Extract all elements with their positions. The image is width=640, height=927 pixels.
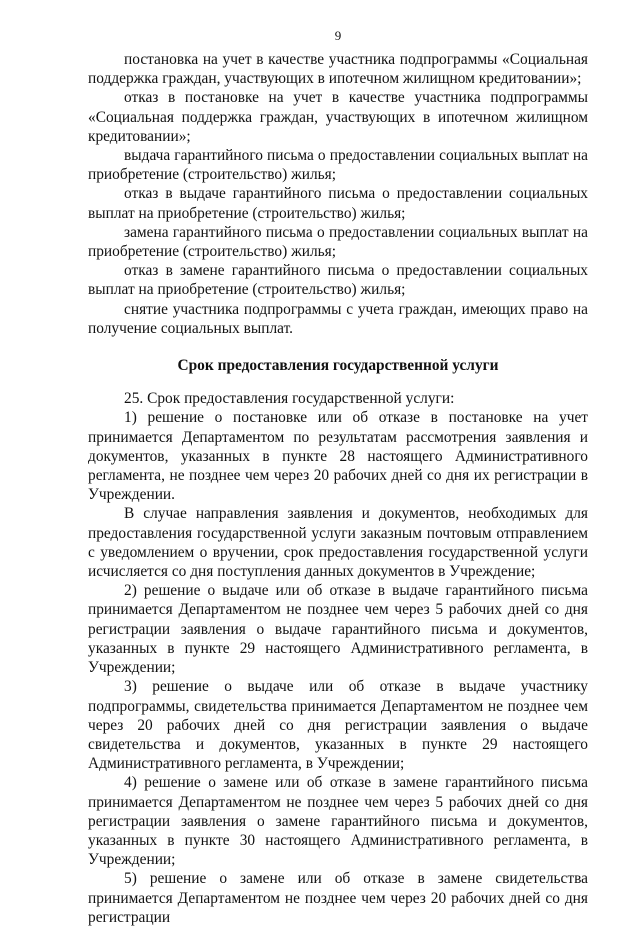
list-item: постановка на учет в качестве участника подпрограммы «Социальная поддержка граждан, участвующих в ипотечном жилищном кредитовании»; xyxy=(88,51,588,88)
paragraph: 25. Срок предоставления государственной услуги: xyxy=(124,390,455,408)
paragraph: 1) решение о постановке или об отказе в постановке на учет принимается Департаментом по результатам рассмотрения заявления и документов, указанных в пункте 28 настоящего Административного регламента, не позднее чем через 20 рабочих дней со дня их регистрации в Учреждении. xyxy=(88,409,588,504)
section-heading: Срок предоставления государственной услуги xyxy=(177,357,499,375)
paragraph: 3) решение о выдаче или об отказе в выдаче участнику подпрограммы, свидетельства принимается Департаментом не позднее чем через 20 рабочих дней со дня регистрации заявления о выдаче свидетельства и документов, указанных в пункте 29 настоящего Административного регламента, в Учреждении; xyxy=(88,678,588,773)
document-body xyxy=(88,50,588,927)
list-item: выдача гарантийного письма о предоставлении социальных выплат на приобретение (строительство) жилья; xyxy=(88,147,588,184)
list-item: снятие участника подпрограммы с учета граждан, имеющих право на получение социальных выплат. xyxy=(88,300,588,337)
document-page xyxy=(88,0,588,926)
paragraph: 4) решение о замене или об отказе в замене гарантийного письма принимается Департаментом не позднее чем через 5 рабочих дней со дня регистрации заявления о замене гарантийного письма и документов, указанных в пункте 30 настоящего Административного регламента, в Учреждении; xyxy=(88,774,588,869)
paragraph: 5) решение о замене или об отказе в замене свидетельства принимается Департаментом не позднее чем через 20 рабочих дней со дня регистрации xyxy=(88,870,588,926)
page-number: 9 xyxy=(334,28,342,43)
list-item: отказ в постановке на учет в качестве участника подпрограммы «Социальная поддержка граждан, участвующих в ипотечном жилищном кредитовании»; xyxy=(88,89,588,145)
paragraph: В случае направления заявления и документов, необходимых для предоставления государственной услуги заказным почтовым отправлением с уведомлением о вручении, срок предоставления государственной услуги исчисляется со дня поступления данных документов в Учреждение; xyxy=(88,505,588,581)
list-item: отказ в выдаче гарантийного письма о предоставлении социальных выплат на приобретение (строительство) жилья; xyxy=(88,185,588,222)
paragraph: 2) решение о выдаче или об отказе в выдаче гарантийного письма принимается Департаментом не позднее чем через 5 рабочих дней со дня регистрации заявления о выдаче гарантийного письма и документов, указанных в пункте 29 настоящего Административного регламента, в Учреждении; xyxy=(88,582,588,677)
list-item: замена гарантийного письма о предоставлении социальных выплат на приобретение (строительство) жилья; xyxy=(88,223,588,261)
list-item: отказ в замене гарантийного письма о предоставлении социальных выплат на приобретение (строительство) жилья; xyxy=(88,262,588,299)
